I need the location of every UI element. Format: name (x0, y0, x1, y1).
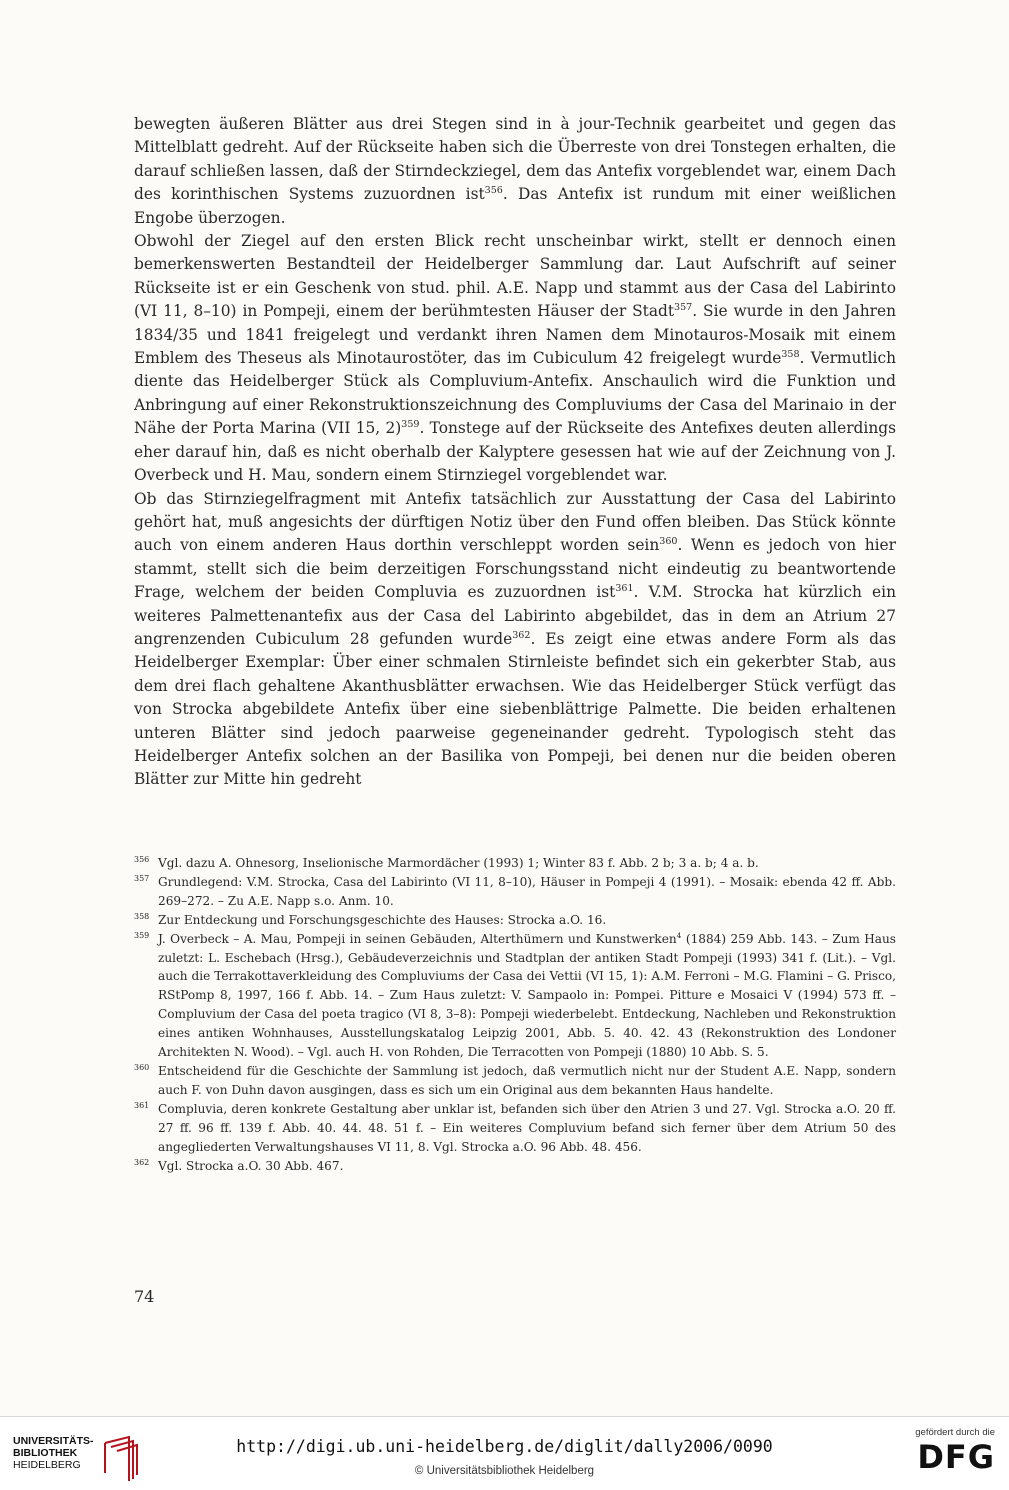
text-run: Obwohl der Ziegel auf den ersten Blick recht unscheinbar wirkt, stellt er dennoch einen bemerkenswerten Bestandteil der Heidelberger Sammlung dar. Laut Aufschrift auf seiner Rückseite ist er ein Geschenk von stud. phil. A.E. Napp und stammt aus der Casa del Labirinto (VI 11, 8–10) in Pompeji, einem der berühmtesten Häuser der Stadt (134, 232, 896, 321)
footnote-text: J. Overbeck – A. Mau, Pompeji in seinen Gebäuden, Alterthümern und Kunstwerken (158, 931, 677, 946)
text-run: . Sie wurde in den Jahren 1834/35 und 1841 freigelegt und verdankt ihren Namen dem Minotauros-Mosaik mit einem Emblem des Theseus als Minotaurostöter, das im Cubiculum 42 freigelegt wurde (134, 302, 896, 368)
permalink-url[interactable]: http://digi.ub.uni-heidelberg.de/diglit/dally2006/0090 (236, 1437, 773, 1456)
text-run: bewegten äußeren Blätter aus drei Stegen sind in à jour-Technik gearbeitet und gegen das Mittelblatt gedreht. Auf der Rückseite haben sich die Überreste von drei Tonstegen erhalten, die darauf schließen lassen, daß der Stirndeckziegel, dem das Antefix vorgeblendet war, einem Dach des korinthischen Systems zuzuordnen ist (134, 115, 896, 204)
footnote-number: 357 (134, 873, 150, 883)
text-run: . Wenn es jedoch von hier stammt, stellt sich die beim derzeitigen Forschungsstand nicht eindeutig zu beantwortende Frage, welchem der beiden Compluvia es zuzuordnen ist (134, 536, 896, 602)
viewer-footer (0, 1416, 1009, 1490)
footnote-text: Grundlegend: V.M. Strocka, Casa del Labirinto (VI 11, 8–10), Häuser in Pompeji 4 (1991). – Mosaik: ebenda 42 ff. Abb. 269–272. – Zu A.E. Napp s.o. Anm. 10. (158, 874, 896, 908)
footnote-ref[interactable]: 360 (659, 536, 678, 548)
paragraph (134, 113, 896, 230)
footnote-number: 361 (134, 1100, 150, 1110)
text-run: . Das Antefix ist rundum mit einer weißlichen Engobe überzogen. (134, 185, 896, 227)
footnote-text: (1884) 259 Abb. 143. – Zum Haus zuletzt: L. Eschebach (Hrsg.), Gebäudeverzeichnis und Stadtplan der antiken Stadt Pompeji (1993) 341 f. (Lit.). – Vgl. auch die Terrakottaverkleidung des Compluviums der Casa dei Vettii (VI 15, 1): A.M. Ferroni – M.G. Flamini – G. Prisco, RStPomp 8, 1997, 166 f. Abb. 14. – Zum Haus zuletzt: V. Sampaolo in: Pompei. Pitture e Mosaici V (1994) 573 ff. – Compluvium der Casa del poeta tragico (VI 8, 3–8): Pompeji wiederbelebt. Entdeckung, Nachleben und Rekonstruktion eines antiken Wohnhauses, Ausstellungskatalog Leipzig 2001, Abb. 5. 40. 42. 43 (Rekonstruktion des Londoner Architekten N. Wood). – Vgl. auch H. von Rohden, Die Terracotten von Pompeji (1880) 10 Abb. S. 5. (158, 931, 897, 1060)
footnote-text: Zur Entdeckung und Forschungsgeschichte des Hauses: Strocka a.O. 16. (158, 912, 607, 927)
dfg-funding[interactable] (895, 1427, 995, 1474)
page-number: 74 (134, 1287, 155, 1306)
footnote (134, 1100, 896, 1157)
footnote (134, 1157, 896, 1176)
edition-superscript: 4 (676, 930, 682, 940)
text-run: . Tonstege auf der Rückseite des Antefixes deuten allerdings eher darauf hin, daß es nicht oberhalb der Kalyptere gesessen hat wie auf der Zeichnung von J. Overbeck und H. Mau, sondern einem Stirnziegel vorgeblendet war. (134, 419, 896, 485)
footnote-number: 362 (134, 1157, 150, 1167)
library-line: BIBLIOTHEK (13, 1447, 78, 1459)
body-text (134, 113, 896, 792)
footnote-text: Vgl. Strocka a.O. 30 Abb. 467. (158, 1158, 344, 1173)
footnote-ref[interactable]: 357 (674, 302, 693, 314)
footnote-text: Vgl. dazu A. Ohnesorg, Inselionische Marmordächer (1993) 1; Winter 83 f. Abb. 2 b; 3 a. b; 4 a. b. (158, 856, 759, 870)
footnote (134, 1062, 896, 1100)
footnote-text: Entscheidend für die Geschichte der Sammlung ist jedoch, daß vermutlich nicht nur der Student A.E. Napp, sondern auch F. von Duhn davon ausgingen, dass es sich um ein Original aus dem bekannten Haus handelte. (158, 1063, 896, 1097)
footnote (134, 930, 896, 1062)
funding-label: gefördert durch die (915, 1427, 995, 1438)
paragraph (134, 488, 896, 792)
footnote-number: 360 (134, 1062, 150, 1072)
text-run: . Es zeigt eine etwas andere Form als das Heidelberger Exemplar: Über einer schmalen Stirnleiste befindet sich ein gekerbter Stab, aus dem drei flach gehaltene Akanthusblätter erwachsen. Wie das Heidelberger Stück verfügt das von Strocka abgebildete Antefix über eine siebenblättrige Palmette. Die beiden erhaltenen unteren Blätter sind jedoch paarweise gegeneinander gedreht. Typologisch steht das Heidelberger Antefix solchen an der Basilika von Pompeji, bei denen nur die beiden oberen Blätter zur Mitte hin gedreht (134, 629, 897, 789)
footnote-number: 359 (134, 930, 150, 940)
text-run: Ob das Stirnziegelfragment mit Antefix tatsächlich zur Ausstattung der Casa del Labirinto gehört hat, muß angesichts der dürftigen Notiz über den Fund offen bleiben. Das Stück könnte auch von einem anderen Haus dorthin verschleppt worden sein (134, 489, 896, 555)
text-run: . Vermutlich diente das Heidelberger Stück als Compluvium-Antefix. Anschaulich wird die Funktion und Anbringung auf einer Rekonstruktionszeichnung des Compluviums der Casa del Marinaio in der Nähe der Porta Marina (VII 15, 2) (134, 349, 896, 438)
footnote-ref[interactable]: 356 (484, 185, 503, 197)
text-run: . V.M. Strocka hat kürzlich ein weiteres Palmettenantefix aus der Casa del Labirinto abgebildet, das in dem an Atrium 27 angrenzenden Cubiculum 28 gefunden wurde (134, 583, 896, 648)
library-line: HEIDELBERG (13, 1459, 81, 1471)
footnote-ref[interactable]: 362 (512, 629, 531, 641)
footnote (134, 854, 896, 873)
footnote (134, 911, 896, 930)
dfg-logo: DFG (917, 1438, 995, 1476)
copyright-notice: © Universitätsbibliothek Heidelberg (414, 1465, 595, 1477)
footnote (134, 873, 896, 911)
library-line: UNIVERSITÄTS- (13, 1435, 94, 1447)
footnote-ref[interactable]: 361 (615, 583, 634, 594)
footnote-number: 358 (134, 911, 150, 921)
footnote-text: Compluvia, deren konkrete Gestaltung aber unklar ist, befanden sich über den Atrien 3 und 27. Vgl. Strocka a.O. 20 ff. 27 ff. 96 ff. 139 f. Abb. 40. 44. 48. 51 f. – Ein weiteres Compluvium befand sich ferner über dem Atrium 50 des angegliederten Verwaltungshauses VI 11, 8. Vgl. Strocka a.O. 96 Abb. 48. 456. (158, 1101, 896, 1154)
footnote-ref[interactable]: 358 (781, 348, 800, 360)
footnote-ref[interactable]: 359 (401, 419, 420, 431)
paragraph (134, 230, 896, 487)
footnote-number: 356 (134, 855, 150, 864)
footnotes (134, 854, 896, 1175)
